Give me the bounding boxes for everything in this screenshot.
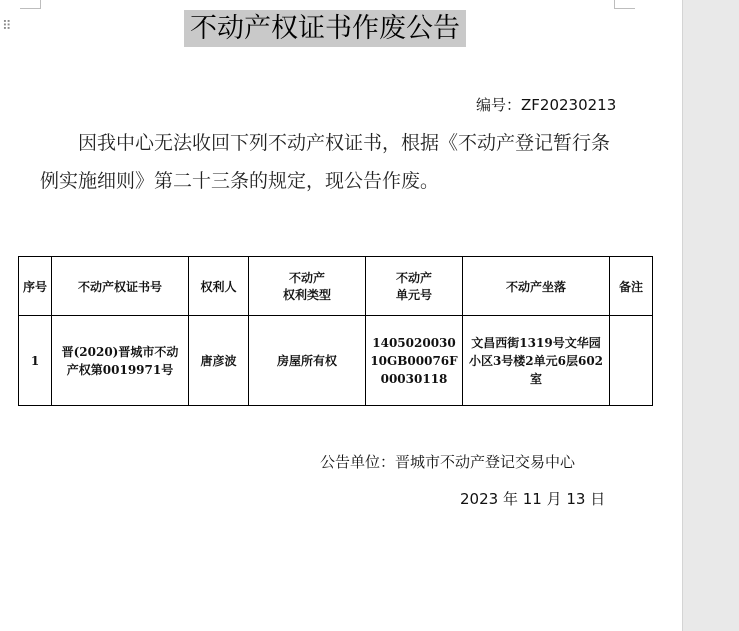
issue-date: 2023 年 11 月 13 日 (460, 490, 606, 508)
header-owner: 权利人 (189, 257, 249, 316)
header-location: 不动产坐落 (463, 257, 610, 316)
document-title[interactable]: 不动产权证书作废公告 (184, 10, 466, 47)
cell-seq: 1 (19, 316, 52, 406)
crop-mark-right (614, 0, 635, 9)
table-header-row (19, 257, 653, 316)
header-seq: 序号 (19, 257, 52, 316)
cell-cert-no: 晋(2020)晋城市不动产权第0019971号 (52, 316, 189, 406)
document-number: 编号：ZF20230213 (476, 96, 617, 114)
cell-location: 文昌西街1319号文华园小区3号楼2单元6层602室 (463, 316, 610, 406)
header-remark: 备注 (610, 257, 653, 316)
cell-right-type: 房屋所有权 (249, 316, 366, 406)
table-row (19, 316, 653, 406)
certificate-table (18, 256, 653, 406)
notice-body: 因我中心无法收回下列不动产权证书，根据《不动产登记暂行条例实施细则》第二十三条的规定，现公告作废。 (40, 132, 611, 192)
window-side-panel (682, 0, 739, 631)
cell-remark (610, 316, 653, 406)
header-right-type: 不动产 权利类型 (249, 257, 366, 316)
header-cert-no: 不动产权证书号 (52, 257, 189, 316)
cell-owner: 唐彦波 (189, 316, 249, 406)
drag-handle-icon[interactable]: ⠿ (2, 19, 11, 34)
cell-unit-no: 140502003010GB00076F00030118 (366, 316, 463, 406)
issuing-unit: 公告单位：晋城市不动产登记交易中心 (320, 453, 576, 471)
header-unit-no: 不动产 单元号 (366, 257, 463, 316)
crop-mark-left (20, 0, 41, 9)
